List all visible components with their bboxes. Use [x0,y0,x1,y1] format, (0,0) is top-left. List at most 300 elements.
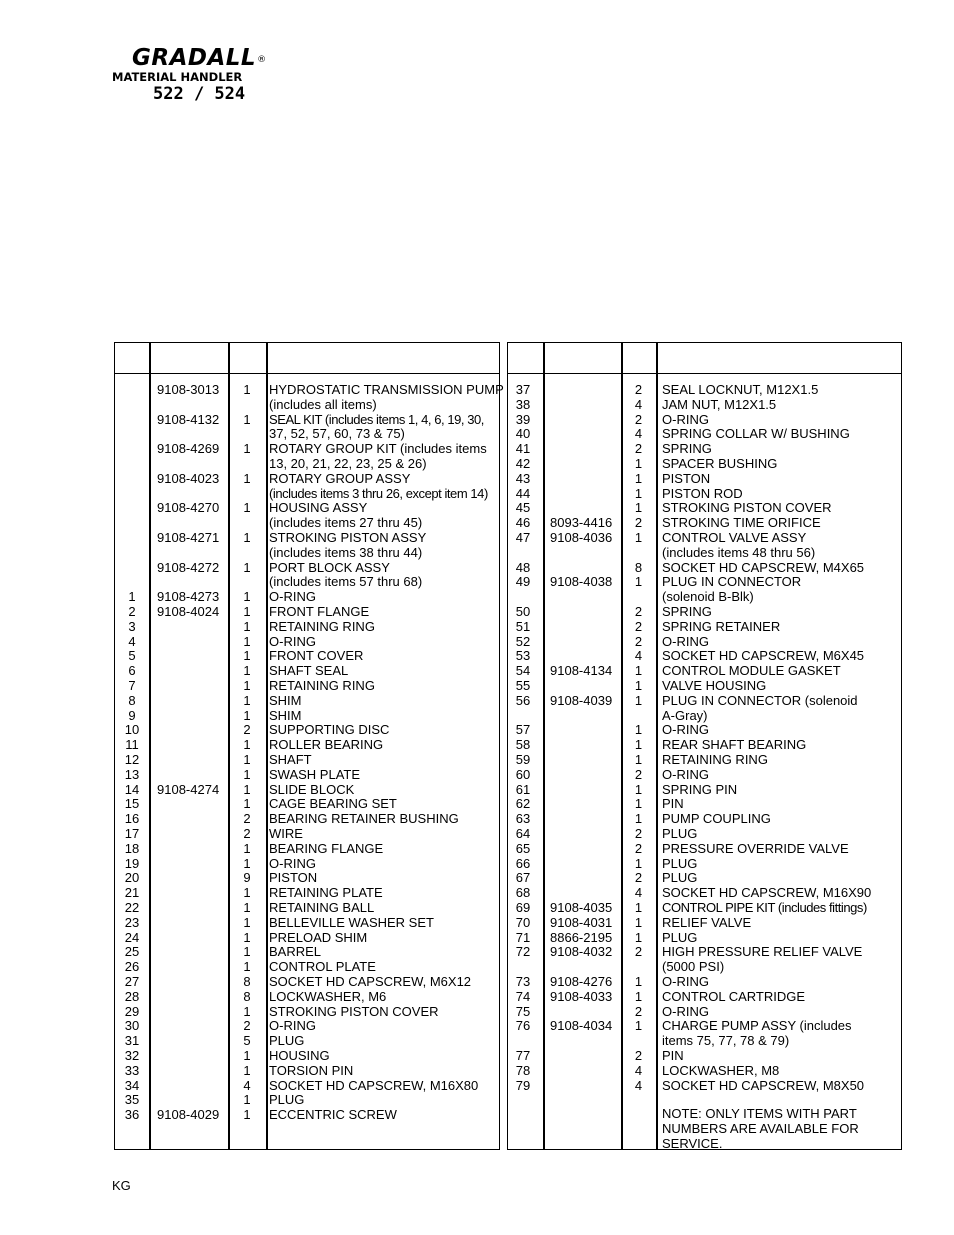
item-number: 59 [515,752,531,767]
quantity: 1 [243,885,251,901]
quantity: 1 [243,781,251,797]
description: ROLLER BEARING [269,737,384,753]
quantity: 1 [634,781,643,797]
item-number: 46 [515,515,531,531]
part-number: 9108-3013 [157,382,220,397]
quantity: 1 [634,855,643,871]
item-number: 72 [515,944,531,960]
item-number: 70 [515,914,531,930]
part-number: 9108-4034 [550,1018,613,1034]
description: CONTROL PLATE [269,959,376,975]
item-number: 3 [128,618,136,634]
description: PLUG IN CONNECTOR [662,574,802,590]
item-number: 71 [515,929,531,945]
quantity: 4 [634,885,643,901]
quantity: 4 [634,396,643,412]
quantity: 2 [634,604,643,619]
description: A-Gray) [662,707,708,723]
description: PISTON [269,870,318,886]
quantity: 1 [243,382,251,397]
description: (includes all items) [269,396,377,412]
part-number: 9108-4271 [157,530,220,545]
part-number: 9108-4024 [157,604,220,619]
description: PIN [662,796,684,812]
quantity: 1 [243,1092,251,1108]
quantity: 1 [634,737,643,753]
quantity: 4 [634,426,643,442]
part-number: 9108-4274 [157,781,220,797]
description: PLUG [662,826,698,841]
quantity: 2 [634,1003,643,1019]
quantity: 2 [634,826,643,841]
description: SOCKET HD CAPSCREW, M8X50 [662,1077,865,1093]
description: SOCKET HD CAPSCREW, M6X12 [269,974,472,989]
description: TORSION PIN [269,1062,354,1078]
item-number: 15 [124,796,140,812]
part-number: 9108-4269 [157,441,220,457]
quantity: 1 [243,929,251,945]
description: BARREL [269,944,322,960]
description: SPRING RETAINER [662,618,781,634]
item-number: 34 [124,1077,140,1093]
quantity: 8 [243,988,251,1004]
item-number: 13 [124,766,140,782]
description: (solenoid B-Blk) [662,589,754,605]
description: PORT BLOCK ASSY [269,559,390,575]
description: SPRING [662,441,712,457]
quantity: 1 [243,500,251,516]
item-number: 44 [515,485,531,501]
item-number: 64 [515,826,531,841]
description: 37, 52, 57, 60, 73 & 75) [269,426,405,442]
description: SOCKET HD CAPSCREW, M16X90 [662,885,872,901]
description: RETAINING BALL [269,900,375,915]
item-number: 30 [124,1018,140,1034]
quantity: 1 [243,441,251,457]
description: O-RING [662,722,709,738]
quantity: 2 [243,826,251,841]
quantity: 1 [243,411,251,427]
description: LOCKWASHER, M6 [269,988,387,1004]
description: ROTARY GROUP KIT (includes items [269,441,487,457]
item-number: 21 [124,885,140,901]
quantity: 1 [634,811,643,827]
description: JAM NUT, M12X1.5 [662,396,777,412]
item-number: 29 [124,1003,140,1019]
item-number: 31 [124,1033,140,1049]
part-number: 9108-4038 [550,574,613,590]
item-number: 36 [124,1107,140,1123]
description: (includes items 48 thru 56) [662,544,816,560]
item-number: 65 [515,840,531,856]
quantity: 1 [243,900,251,915]
quantity: 1 [243,766,251,782]
description: RETAINING RING [269,678,375,693]
part-number: 8093-4416 [550,515,613,531]
description: WIRE [269,826,303,841]
description: PIN [662,1048,684,1063]
quantity: 1 [634,722,643,738]
item-number: 58 [515,737,531,753]
part-number: 9108-4033 [550,988,613,1004]
description: 13, 20, 21, 22, 23, 25 & 26) [269,455,427,471]
item-number: 26 [124,959,140,975]
part-number: 9108-4036 [550,530,613,545]
quantity: 1 [634,796,643,812]
quantity: 1 [634,1018,643,1034]
quantity: 1 [243,530,251,545]
quantity: 1 [243,840,251,856]
quantity: 2 [634,766,643,782]
part-number: 9108-4031 [550,914,613,930]
quantity: 1 [634,929,643,945]
part-number: 9108-4272 [157,559,220,575]
description: O-RING [662,766,709,782]
item-number: 61 [515,781,531,797]
item-number: 55 [515,678,531,693]
item-number: 2 [128,604,136,619]
description: SUPPORTING DISC [269,722,390,738]
table-body [508,374,901,1149]
item-number: 11 [125,737,139,753]
description: CONTROL CARTRIDGE [662,988,806,1004]
item-number: 47 [515,530,531,545]
part-number: 9108-4032 [550,944,613,960]
quantity: 1 [243,559,251,575]
quantity: 1 [243,707,251,723]
description: RETAINING PLATE [269,885,383,901]
item-number: 77 [515,1048,531,1063]
description: PLUG [662,929,698,945]
description: HYDROSTATIC TRANSMISSION PUMP [269,382,504,397]
item-number: 20 [124,870,140,886]
item-number: 22 [124,900,140,915]
description: CHARGE PUMP ASSY (includes [662,1018,852,1034]
part-number: 9108-4035 [550,900,613,915]
service-note: SERVICE. [662,1136,723,1151]
quantity: 2 [634,944,643,960]
quantity: 1 [634,914,643,930]
quantity: 1 [243,914,251,930]
quantity: 4 [634,1077,643,1093]
item-number: 41 [515,441,531,457]
item-number: 73 [515,974,531,989]
item-number: 32 [124,1048,140,1063]
item-number: 69 [515,900,531,915]
quantity: 2 [634,840,643,856]
description: STROKING PISTON COVER [662,500,832,516]
description: PRELOAD SHIM [269,929,368,945]
item-number: 9 [128,707,136,723]
description: O-RING [269,633,316,649]
description: (includes items 27 thru 45) [269,515,423,531]
footer-code: KG [112,1178,131,1193]
brand-model: 522 / 524 [153,84,246,104]
quantity: 2 [634,633,643,649]
item-number: 78 [515,1062,531,1078]
description: SOCKET HD CAPSCREW, M4X65 [662,559,865,575]
quantity: 1 [634,530,643,545]
item-number: 53 [515,648,531,664]
description: SPRING PIN [662,781,738,797]
description: SOCKET HD CAPSCREW, M16X80 [269,1077,479,1093]
item-number: 39 [515,411,531,427]
quantity: 1 [243,796,251,812]
description: RETAINING RING [662,752,768,767]
table-header [115,343,499,374]
description: SHIM [269,692,302,708]
quantity: 4 [243,1077,251,1093]
item-number: 52 [515,633,531,649]
item-number: 7 [128,678,136,693]
description: items 75, 77, 78 & 79) [662,1033,790,1049]
description: STROKING TIME ORIFICE [662,515,821,531]
quantity: 1 [243,1107,251,1123]
description: PISTON [662,470,711,486]
quantity: 1 [243,692,251,708]
quantity: 1 [243,1048,251,1063]
item-number: 50 [515,604,531,619]
item-number: 75 [515,1003,531,1019]
description: PLUG IN CONNECTOR (solenoid [662,692,858,708]
description: (includes items 3 thru 26, except item 14) [269,485,488,501]
quantity: 1 [243,648,251,664]
description: LOCKWASHER, M8 [662,1062,780,1078]
part-number: 9108-4134 [550,663,613,679]
item-number: 66 [515,855,531,871]
description: SPACER BUSHING [662,456,778,471]
quantity: 1 [634,752,643,767]
quantity: 1 [243,589,251,605]
quantity: 2 [243,1018,251,1034]
quantity: 1 [243,1062,251,1078]
description: O-RING [662,1003,709,1019]
quantity: 2 [243,722,251,738]
description: FRONT COVER [269,648,364,664]
quantity: 1 [634,500,643,516]
description: CAGE BEARING SET [269,796,397,812]
description: BEARING FLANGE [269,840,384,856]
item-number: 37 [515,382,531,397]
description: SHAFT SEAL [269,663,349,679]
brand-subtitle: MATERIAL HANDLER [112,70,243,84]
quantity: 1 [634,974,643,989]
item-number: 18 [124,840,140,856]
description: REAR SHAFT BEARING [662,737,807,753]
quantity: 5 [243,1033,251,1049]
quantity: 1 [634,456,643,471]
quantity: 4 [634,648,643,664]
item-number: 56 [515,692,531,708]
description: O-RING [269,589,316,605]
description: FRONT FLANGE [269,604,370,619]
item-number: 33 [124,1062,140,1078]
item-number: 67 [515,870,531,886]
quantity: 1 [634,663,643,679]
quantity: 1 [243,855,251,871]
description: SHIM [269,707,302,723]
quantity: 1 [634,574,643,590]
brand-logo [112,46,277,104]
item-number: 51 [515,618,531,634]
item-number: 17 [124,826,140,841]
description: CONTROL PIPE KIT (includes fittings) [662,900,867,915]
item-number: 5 [128,648,136,664]
description: CONTROL VALVE ASSY [662,530,807,545]
item-number: 12 [124,752,140,767]
part-number: 9108-4132 [157,411,220,427]
quantity: 1 [243,752,251,767]
description: PLUG [662,870,698,886]
description: HOUSING [269,1048,330,1063]
item-number: 43 [515,470,531,486]
item-number: 40 [515,426,531,442]
description: STROKING PISTON ASSY [269,530,427,545]
item-number: 10 [124,722,140,738]
description: SEAL LOCKNUT, M12X1.5 [662,382,819,397]
service-note: NUMBERS ARE AVAILABLE FOR [662,1121,859,1137]
item-number: 60 [515,766,531,782]
part-number: 9108-4270 [157,500,220,516]
description: (5000 PSI) [662,959,725,975]
quantity: 2 [634,1048,643,1063]
quantity: 1 [634,692,643,708]
item-number: 79 [515,1077,531,1093]
quantity: 1 [243,604,251,619]
description: PLUG [269,1033,305,1049]
quantity: 1 [243,618,251,634]
part-number: 9108-4023 [157,470,220,486]
table-body [115,374,504,1149]
quantity: 2 [634,411,643,427]
description: RETAINING RING [269,618,375,634]
description: SPRING [662,604,712,619]
parts-table-left [114,342,504,1150]
description: PRESSURE OVERRIDE VALVE [662,840,849,856]
description: SPRING COLLAR W/ BUSHING [662,426,850,442]
part-number: 9108-4276 [550,974,613,989]
part-number: 9108-4029 [157,1107,220,1123]
description: O-RING [662,411,709,427]
quantity: 1 [243,663,251,679]
quantity: 1 [634,470,643,486]
description: BELLEVILLE WASHER SET [269,914,434,930]
item-number: 23 [124,914,140,930]
quantity: 2 [634,618,643,634]
item-number: 48 [515,559,531,575]
quantity: 1 [634,485,643,501]
item-number: 8 [128,692,136,708]
item-number: 68 [515,885,531,901]
description: RELIEF VALVE [662,914,752,930]
description: VALVE HOUSING [662,678,767,693]
description: HIGH PRESSURE RELIEF VALVE [662,944,863,960]
item-number: 74 [515,988,531,1004]
description: STROKING PISTON COVER [269,1003,439,1019]
description: CONTROL MODULE GASKET [662,663,841,679]
description: ROTARY GROUP ASSY [269,470,411,486]
description: BEARING RETAINER BUSHING [269,811,459,827]
quantity: 1 [634,900,643,915]
quantity: 1 [634,678,643,693]
quantity: 4 [634,1062,643,1078]
item-number: 16 [124,811,140,827]
item-number: 57 [515,722,531,738]
quantity: 2 [634,382,643,397]
quantity: 8 [634,559,643,575]
quantity: 9 [243,870,251,886]
description: (includes items 57 thru 68) [269,574,423,590]
item-number: 24 [124,929,140,945]
quantity: 1 [243,944,251,960]
item-number: 6 [128,663,136,679]
description: PISTON ROD [662,485,743,501]
description: PLUG [662,855,698,871]
description: O-RING [269,855,316,871]
quantity: 2 [634,870,643,886]
item-number: 25 [124,944,140,960]
part-number: 8866-2195 [550,929,613,945]
quantity: 1 [243,470,251,486]
description: (includes items 38 thru 44) [269,544,423,560]
parts-table-right [507,342,902,1150]
quantity: 8 [243,974,251,989]
description: SEAL KIT (includes items 1, 4, 6, 19, 30, [269,411,484,427]
description: ECCENTRIC SCREW [269,1107,397,1123]
description: O-RING [662,633,709,649]
item-number: 49 [515,574,531,590]
description: SOCKET HD CAPSCREW, M6X45 [662,648,865,664]
quantity: 1 [243,678,251,693]
item-number: 38 [515,396,531,412]
quantity: 1 [243,959,251,975]
description: HOUSING ASSY [269,500,368,516]
item-number: 54 [515,663,531,679]
item-number: 63 [515,811,531,827]
part-number: 9108-4273 [157,589,220,605]
quantity: 1 [634,988,643,1004]
item-number: 42 [515,456,531,471]
item-number: 76 [515,1018,531,1034]
brand-name: GRADALL® [132,46,267,71]
quantity: 1 [243,633,251,649]
item-number: 45 [515,500,531,516]
item-number: 19 [124,855,140,871]
quantity: 2 [243,811,251,827]
item-number: 4 [128,633,136,649]
item-number: 27 [124,974,140,989]
description: SLIDE BLOCK [269,781,355,797]
part-number: 9108-4039 [550,692,613,708]
item-number: 62 [515,796,531,812]
quantity: 1 [243,737,251,753]
service-note: NOTE: ONLY ITEMS WITH PART [662,1106,857,1122]
quantity: 2 [634,515,643,531]
table-header [508,343,901,374]
description: PLUG [269,1092,305,1108]
description: PUMP COUPLING [662,811,771,827]
description: O-RING [269,1018,316,1034]
quantity: 2 [634,441,643,457]
item-number: 35 [124,1092,140,1108]
description: SHAFT [269,752,312,767]
quantity: 1 [243,1003,251,1019]
item-number: 28 [124,988,140,1004]
description: SWASH PLATE [269,766,361,782]
item-number: 1 [128,589,136,605]
description: O-RING [662,974,709,989]
item-number: 14 [124,781,140,797]
